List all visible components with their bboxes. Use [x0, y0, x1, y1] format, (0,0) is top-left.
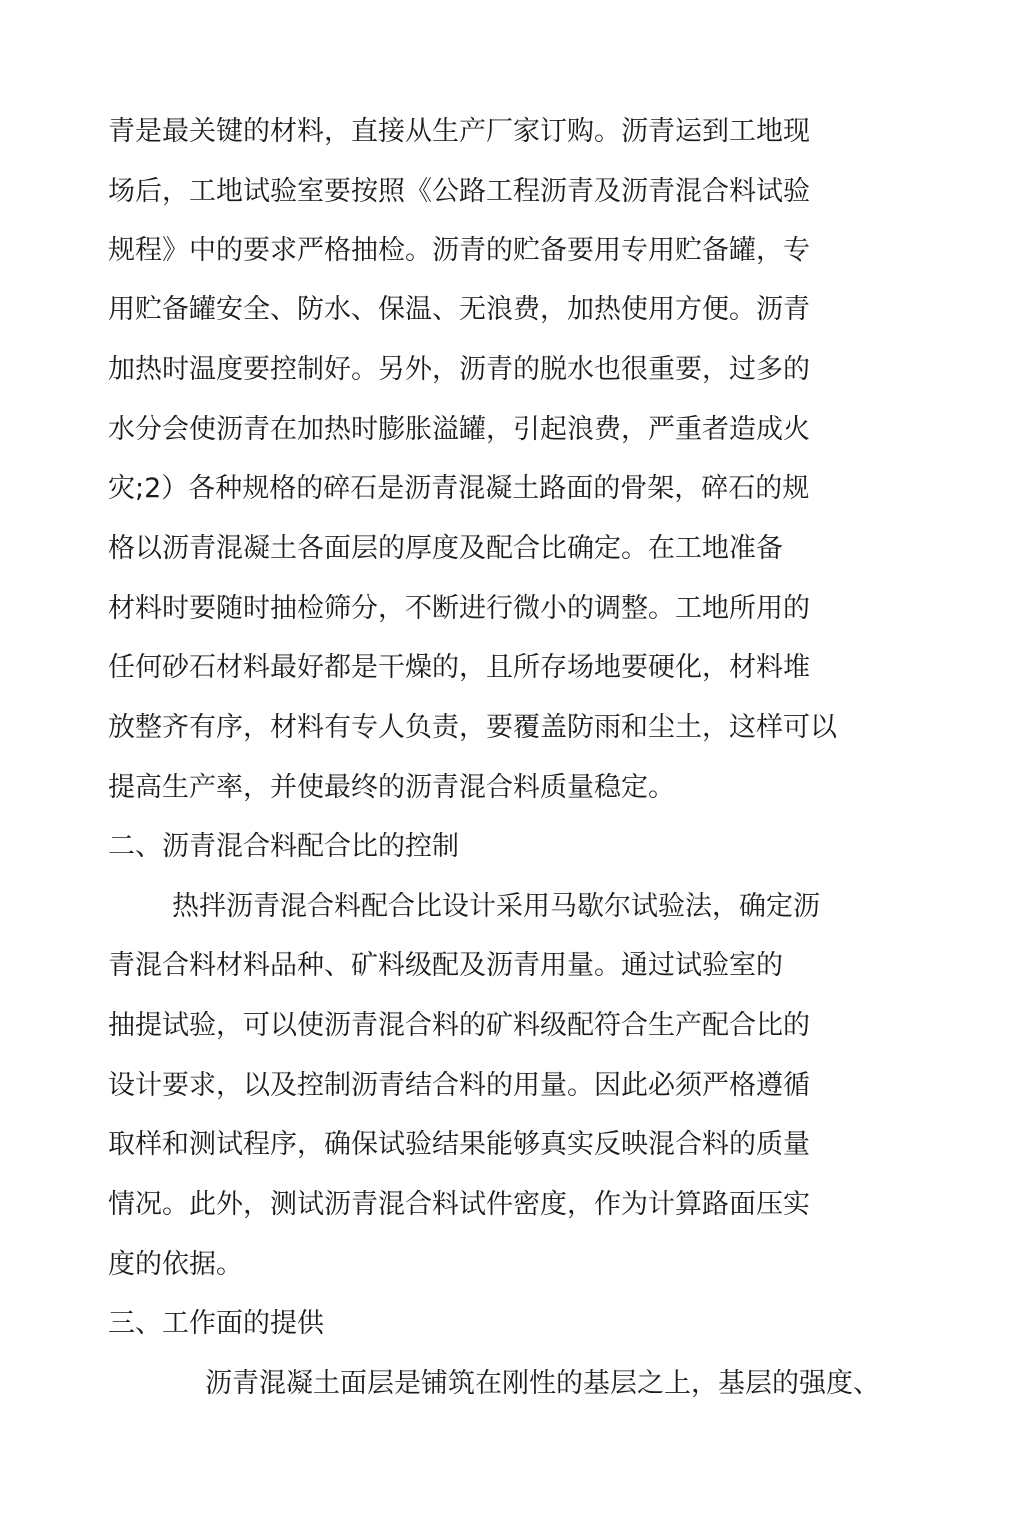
text-line: 材料时要随时抽检筛分，不断进行微小的调整。工地所用的 [108, 593, 810, 624]
text-line: 设计要求，以及控制沥青结合料的用量。因此必须严格遵循 [108, 1070, 810, 1101]
text-line: 任何砂石材料最好都是干燥的，且所存场地要硬化，材料堆 [108, 652, 810, 683]
text-line: 加热时温度要控制好。另外，沥青的脱水也很重要，过多的 [108, 354, 810, 385]
text-line: 规程》中的要求严格抽检。沥青的贮备要用专用贮备罐，专 [108, 235, 810, 266]
text-line: 灾;2）各种规格的碎石是沥青混凝土路面的骨架，碎石的规 [108, 473, 810, 504]
text-line: 青是最关键的材料，直接从生产厂家订购。沥青运到工地现 [108, 116, 810, 147]
text-line: 场后，工地试验室要按照《公路工程沥青及沥青混合料试验 [108, 176, 810, 207]
text-line: 青混合料材料品种、矿料级配及沥青用量。通过试验室的 [108, 950, 783, 981]
section-heading: 二、沥青混合料配合比的控制 [108, 831, 459, 862]
text-line: 情况。此外，测试沥青混合料试件密度，作为计算路面压实 [108, 1189, 810, 1220]
text-line: 度的依据。 [108, 1249, 243, 1280]
text-line: 放整齐有序，材料有专人负责，要覆盖防雨和尘土，这样可以 [108, 712, 837, 743]
text-line: 取样和测试程序，确保试验结果能够真实反映混合料的质量 [108, 1129, 810, 1160]
text-line: 抽提试验，可以使沥青混合料的矿料级配符合生产配合比的 [108, 1010, 810, 1041]
text-line: 用贮备罐安全、防水、保温、无浪费，加热使用方便。沥青 [108, 294, 810, 325]
text-line: 水分会使沥青在加热时膨胀溢罐，引起浪费，严重者造成火 [108, 414, 810, 445]
text-line: 格以沥青混凝土各面层的厚度及配合比确定。在工地准备 [108, 533, 783, 564]
text-line: 沥青混凝土面层是铺筑在刚性的基层之上，基层的强度、 [205, 1368, 880, 1399]
text-line: 提高生产率，并使最终的沥青混合料质量稳定。 [108, 772, 675, 803]
section-heading: 三、工作面的提供 [108, 1308, 324, 1339]
text-line: 热拌沥青混合料配合比设计采用马歇尔试验法，确定沥 [172, 891, 820, 922]
